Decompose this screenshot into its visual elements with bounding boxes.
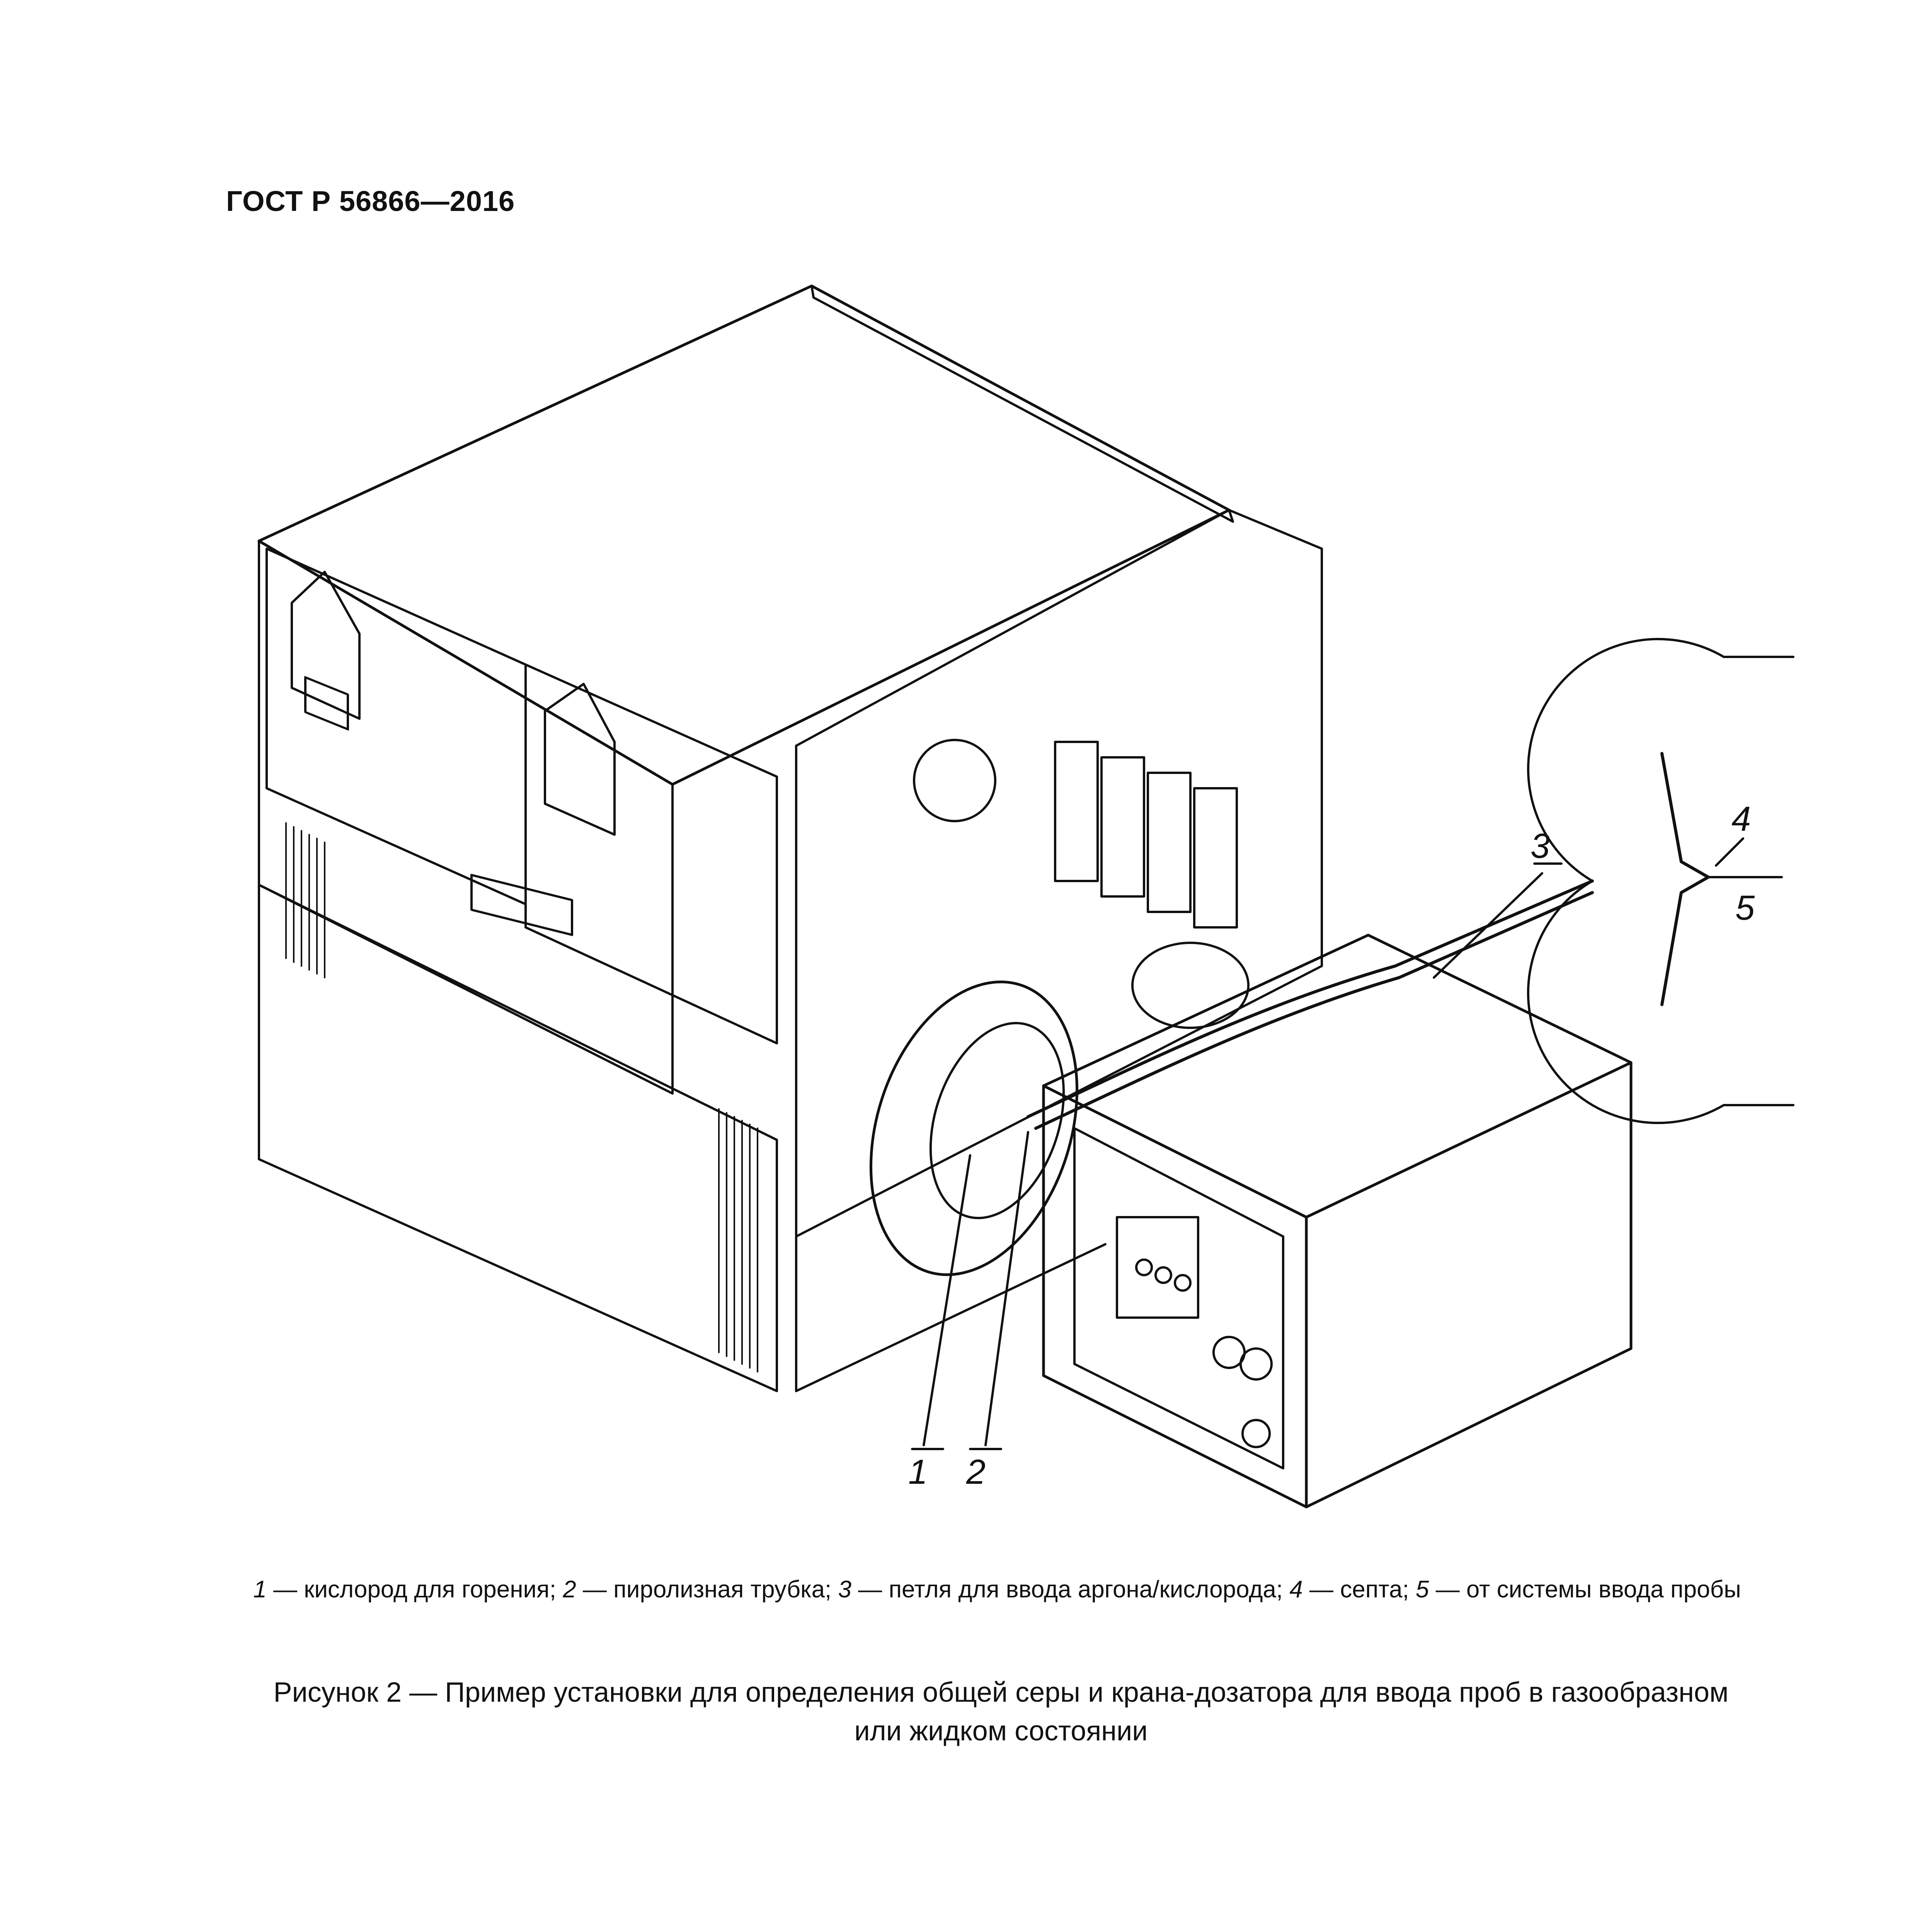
valve-block-3 — [1148, 773, 1190, 912]
legend-item-4: 4 — септа; — [1289, 1576, 1409, 1603]
callout-5: 5 — [1735, 889, 1755, 927]
dosing-box-side — [1306, 1063, 1631, 1507]
pump-housing — [1132, 943, 1248, 1028]
septum-body — [1662, 753, 1708, 1005]
analyzer-base — [259, 885, 777, 1391]
left-slot — [472, 875, 572, 935]
leader-4 — [1716, 838, 1743, 866]
left-module-upper — [267, 549, 526, 904]
dosing-box-top — [1044, 935, 1631, 1217]
legend-item-3: 3 — петля для ввода аргона/кислорода; — [838, 1576, 1283, 1603]
furnace-disc — [836, 955, 1113, 1301]
legend-item-1: 1 — кислород для горения; — [253, 1576, 556, 1603]
leader-2 — [986, 1132, 1028, 1445]
dosing-box-front — [1044, 1086, 1306, 1507]
center-vents — [719, 1109, 758, 1372]
dosing-panel — [1074, 1128, 1283, 1468]
port-2 — [1241, 1349, 1272, 1379]
figure-caption — [216, 1673, 1786, 1750]
legend-item-2: 2 — пиролизная трубка; — [563, 1576, 832, 1603]
callout-3: 3 — [1531, 827, 1550, 866]
rear-disc — [914, 740, 995, 821]
apparatus-drawing — [216, 270, 1801, 1584]
apparatus-figure — [216, 270, 1801, 1584]
valve-block-4 — [1194, 788, 1237, 927]
legend-item-5: 5 — от системы ввода пробы — [1415, 1576, 1741, 1603]
figure-legend — [232, 1573, 1762, 1607]
furnace-hub — [907, 1006, 1087, 1235]
callout-4: 4 — [1731, 800, 1751, 838]
center-window — [545, 684, 615, 835]
knob-3 — [1175, 1275, 1190, 1291]
knob-2 — [1156, 1267, 1171, 1283]
left-module-front — [259, 541, 672, 1094]
analyzer-top-panel — [259, 286, 1229, 784]
septum-detail-outline — [1528, 639, 1724, 1123]
caption-line-1: Рисунок 2 — Пример установки для определения общей серы и крана-дозатора для ввода проб в газообразном — [273, 1677, 1729, 1708]
callout-2: 2 — [966, 1453, 986, 1492]
loop-tubing-2 — [1036, 893, 1592, 1128]
valve-block-1 — [1055, 742, 1098, 881]
port-3 — [1243, 1420, 1270, 1447]
callout-1: 1 — [908, 1453, 928, 1492]
caption-line-2: или жидком состоянии — [854, 1716, 1148, 1747]
loop-tubing — [1028, 881, 1592, 1117]
knob-1 — [1136, 1260, 1152, 1275]
document-header: ГОСТ Р 56866—2016 — [226, 185, 515, 217]
leader-1 — [924, 1155, 970, 1445]
leader-3 — [1434, 873, 1542, 978]
valve-block-2 — [1102, 757, 1144, 896]
control-panel — [1117, 1217, 1198, 1318]
